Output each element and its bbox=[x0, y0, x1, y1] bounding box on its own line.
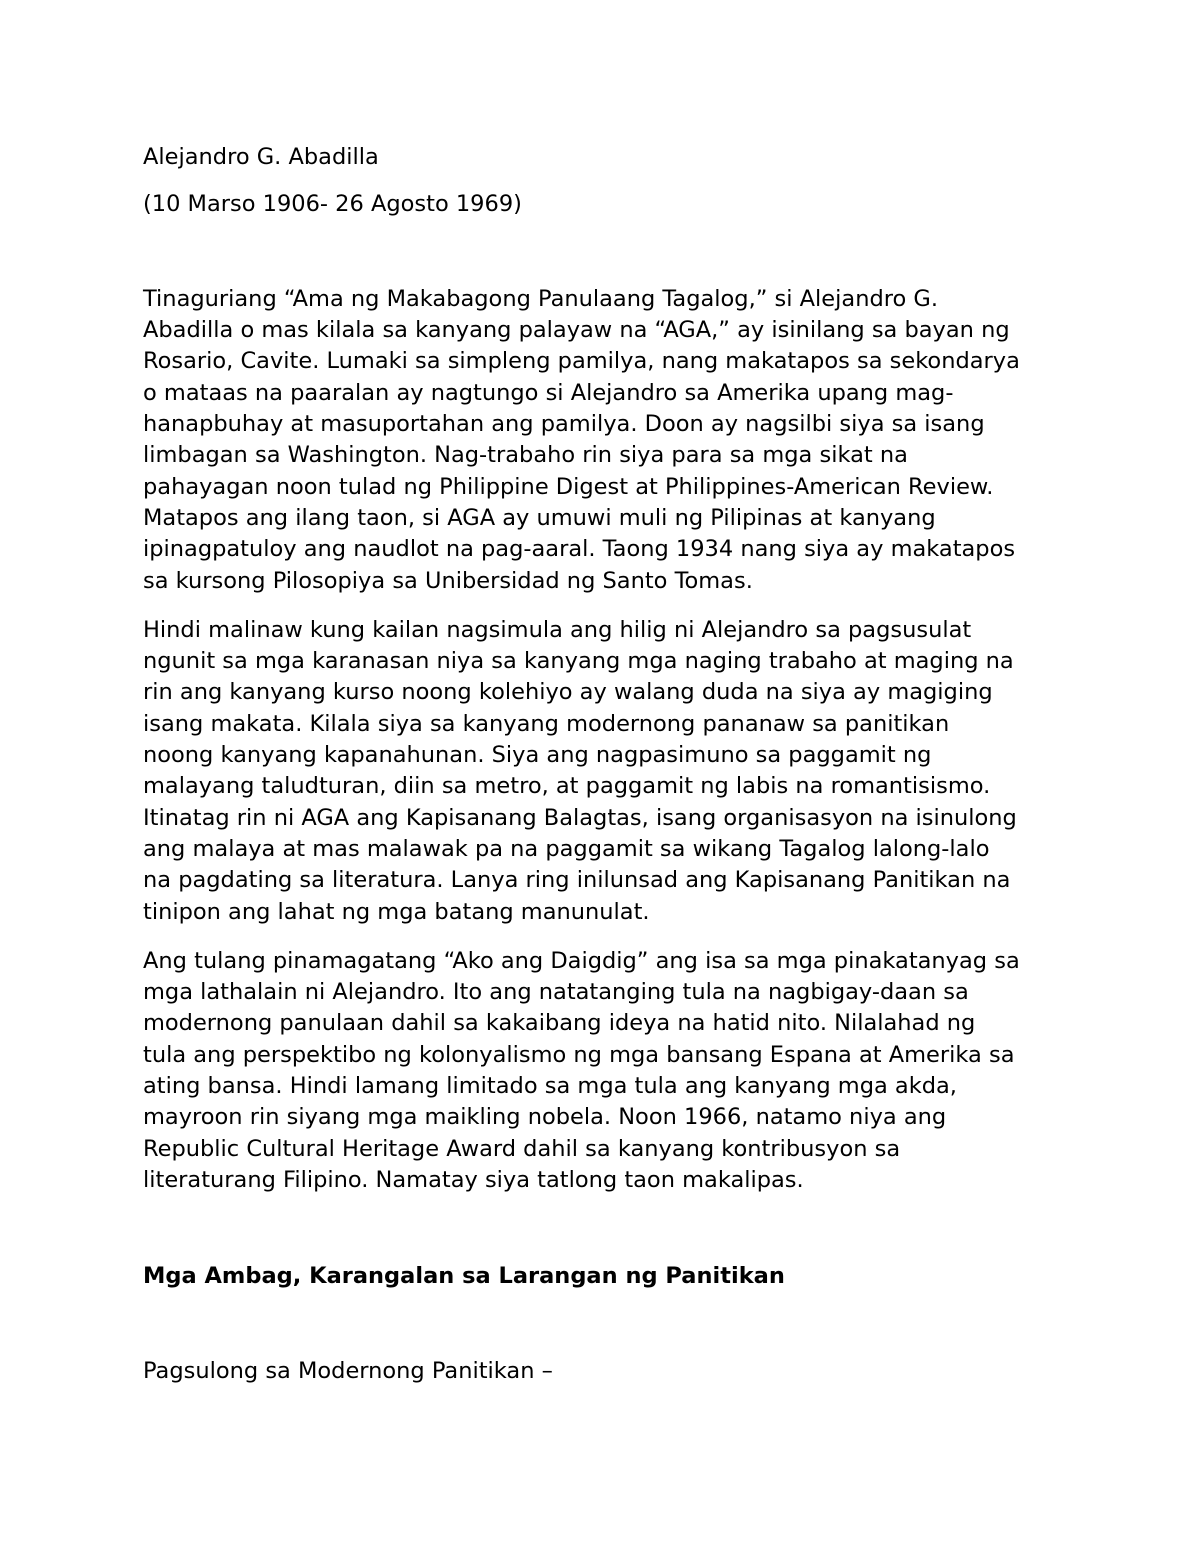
paragraph-line: ang malaya at mas malawak pa na paggamit sa wikang Tagalog lalong-lalo bbox=[143, 836, 990, 862]
paragraph-line: ipinagpatuloy ang naudlot na pag-aaral. Taong 1934 nang siya ay makatapos bbox=[143, 536, 1016, 562]
paragraph-line: pahayagan noon tulad ng Philippine Digest at Philippines-American Review. bbox=[143, 474, 994, 500]
paragraph-line: Abadilla o mas kilala sa kanyang palayaw na “AGA,” ay isinilang sa bayan ng bbox=[143, 317, 1010, 343]
paragraph-line: Tinaguriang “Ama ng Makabagong Panulaang Tagalog,” si Alejandro G. bbox=[143, 286, 938, 312]
paragraph-line: Rosario, Cavite. Lumaki sa simpleng pamilya, nang makatapos sa sekondarya bbox=[143, 348, 1020, 374]
author-name: Alejandro G. Abadilla bbox=[143, 144, 379, 170]
paragraph-line: Republic Cultural Heritage Award dahil sa kanyang kontribusyon sa bbox=[143, 1136, 901, 1162]
paragraph-line: literaturang Filipino. Namatay siya tatlong taon makalipas. bbox=[143, 1167, 804, 1193]
author-dates: (10 Marso 1906- 26 Agosto 1969) bbox=[143, 191, 522, 217]
paragraph-line: malayang taludturan, diin sa metro, at paggamit ng labis na romantisismo. bbox=[143, 773, 991, 799]
paragraph-line: na pagdating sa literatura. Lanya ring inilunsad ang Kapisanang Panitikan na bbox=[143, 867, 1011, 893]
paragraph-line: tinipon ang lahat ng mga batang manunulat. bbox=[143, 899, 650, 925]
paragraph-line: Itinatag rin ni AGA ang Kapisanang Balagtas, isang organisasyon na isinulong bbox=[143, 805, 1017, 831]
paragraph-line: hanapbuhay at masuportahan ang pamilya. Doon ay nagsilbi siya sa isang bbox=[143, 411, 985, 437]
paragraph-line: limbagan sa Washington. Nag-trabaho rin siya para sa mga sikat na bbox=[143, 442, 908, 468]
paragraph-line: Ang tulang pinamagatang “Ako ang Daigdig” ang isa sa mga pinakatanyag sa bbox=[143, 948, 1020, 974]
paragraph-line: isang makata. Kilala siya sa kanyang modernong pananaw sa panitikan bbox=[143, 711, 950, 737]
paragraph-line: mayroon rin siyang mga maikling nobela. Noon 1966, natamo niya ang bbox=[143, 1104, 947, 1130]
section-heading: Mga Ambag, Karangalan sa Larangan ng Panitikan bbox=[143, 1263, 785, 1289]
paragraph-line: noong kanyang kapanahunan. Siya ang nagpasimuno sa paggamit ng bbox=[143, 742, 932, 768]
paragraph-line: Hindi malinaw kung kailan nagsimula ang hilig ni Alejandro sa pagsusulat bbox=[143, 617, 972, 643]
paragraph-line: rin ang kanyang kurso noong kolehiyo ay walang duda na siya ay magiging bbox=[143, 679, 993, 705]
paragraph-line: mga lathalain ni Alejandro. Ito ang natatanging tula na nagbigay-daan sa bbox=[143, 979, 969, 1005]
paragraph-line: o mataas na paaralan ay nagtungo si Alejandro sa Amerika upang mag- bbox=[143, 380, 954, 406]
paragraph-line: ngunit sa mga karanasan niya sa kanyang mga naging trabaho at maging na bbox=[143, 648, 1014, 674]
subsection-line: Pagsulong sa Modernong Panitikan – bbox=[143, 1358, 553, 1384]
paragraph-line: Matapos ang ilang taon, si AGA ay umuwi muli ng Pilipinas at kanyang bbox=[143, 505, 936, 531]
paragraph-line: tula ang perspektibo ng kolonyalismo ng mga bansang Espana at Amerika sa bbox=[143, 1042, 1015, 1068]
paragraph-line: sa kursong Pilosopiya sa Unibersidad ng Santo Tomas. bbox=[143, 568, 753, 594]
paragraph-line: ating bansa. Hindi lamang limitado sa mga tula ang kanyang mga akda, bbox=[143, 1073, 957, 1099]
paragraph-line: modernong panulaan dahil sa kakaibang ideya na hatid nito. Nilalahad ng bbox=[143, 1010, 976, 1036]
